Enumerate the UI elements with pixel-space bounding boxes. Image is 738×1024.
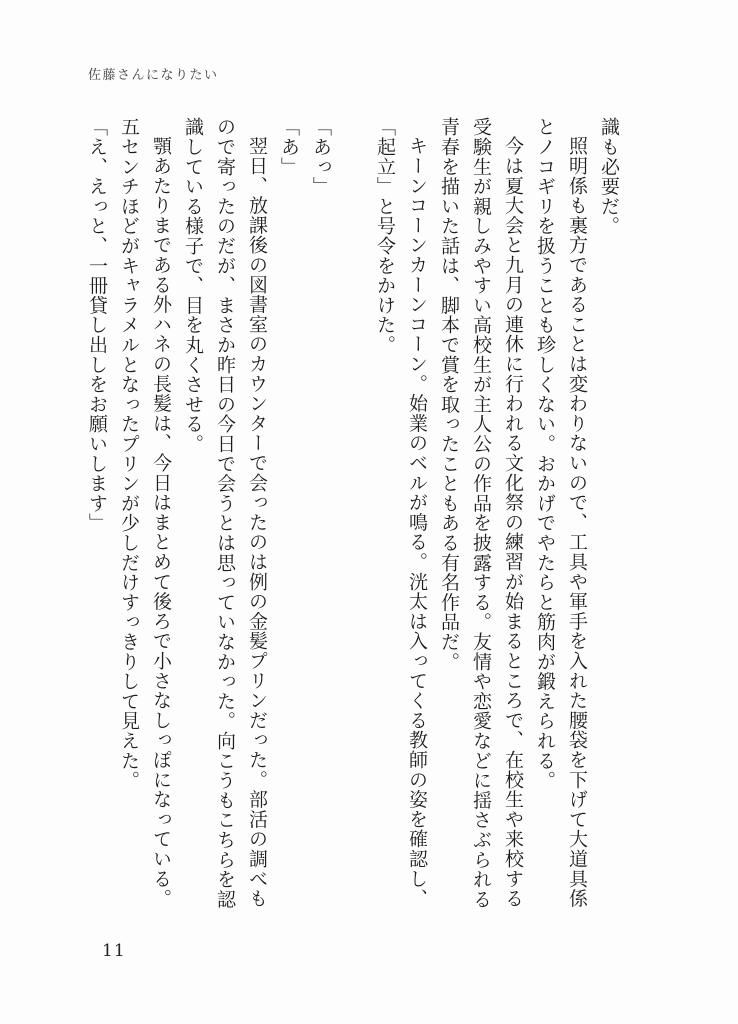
page-text [81,117,625,923]
paragraph-dialogue: 「あっ」 [310,117,332,197]
paragraph: 今は夏大会と九月の連休に行われる文化祭の練習が始まるところで、在校生や来校する受験生が親しみやすい高校生が主人公の作品を披露する。友情や恋愛などに揺さぶられる青春を描いた話は、脚本で賞を取ったこともある有名作品だ。 [438,117,524,909]
paragraph-dialogue: 「え、えっと、一冊貸し出しをお願いします」 [86,117,108,533]
paragraph-dialogue: 「あ」 [278,117,300,177]
paragraph: 顎あたりまである外ハネの長髪は、今日はまとめて後ろで小さなしっぽになっている。五センチほどがキャラメルとなったプリンが少しだけすっきりして見えた。 [118,117,172,909]
paragraph: キーンコーンカーンコーン。始業のベルが鳴る。洸太は入ってくる教師の姿を確認し、「起立」と号令をかけた。 [374,117,428,909]
page-number: 11 [102,941,126,961]
running-head-title: 佐藤さんになりたい [88,68,219,83]
paragraph: 翌日、放課後の図書室のカウンターで会ったのは例の金髪プリンだった。部活の調べもので寄ったのだが、まさか昨日の今日で会うとは思っていなかった。向こうもこちらを認識している様子で、目を丸くさせる。 [182,117,268,909]
blank-line [337,117,369,923]
paragraph: 識も必要だ。 [598,117,620,236]
paragraph: 照明係も裏方であることは変わりないので、工具や軍手を入れた腰袋を下げて大道具係とノコギリを扱うことも珍しくない。おかげでやたらと筋肉が鍛えられる。 [534,117,588,909]
